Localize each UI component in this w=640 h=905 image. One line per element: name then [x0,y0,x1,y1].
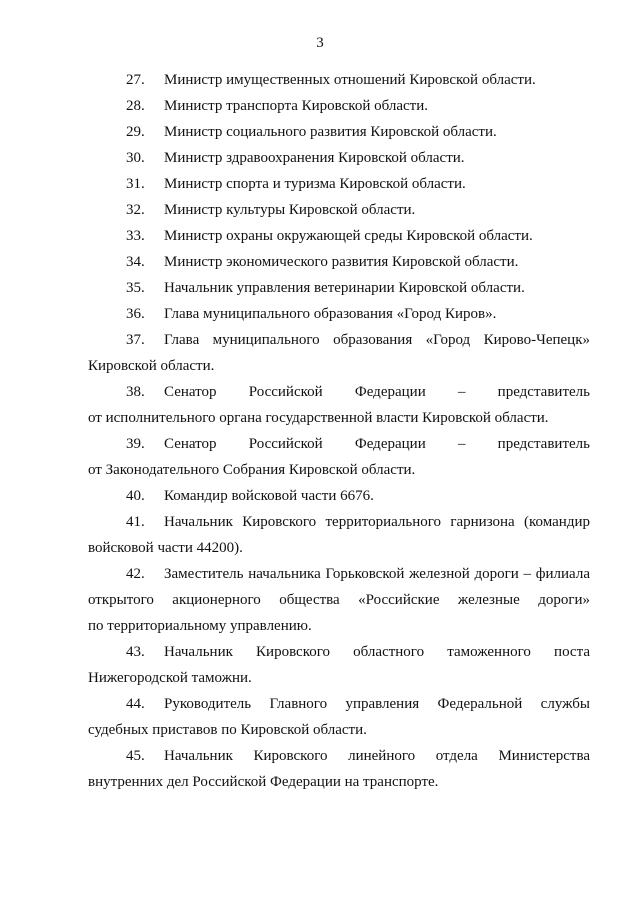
item-text-rest: войсковой части 44200). [88,540,243,556]
item-text-rest: внутренних дел Российской Федерации на транспорте. [88,774,439,790]
item-text: Начальник управления ветеринарии Кировской области. [164,280,525,296]
item-text: Министр охраны окружающей среды Кировской области. [164,228,533,244]
item-number: 37. [126,332,145,348]
item-text: Командир войсковой части 6676. [164,488,374,504]
item-number: 28. [126,98,145,114]
item-text: Министр социального развития Кировской области. [164,124,497,140]
item-text-line1: Сенатор Российской Федерации – представитель [164,436,590,452]
item-text: Министр имущественных отношений Кировской области. [164,72,536,88]
list-item [88,145,590,171]
item-text-line1: Руководитель Главного управления Федеральной службы [164,696,590,712]
item-number: 36. [126,306,145,322]
item-text-rest: Кировской области. [88,358,215,374]
item-text-rest: Нижегородской таможни. [88,670,252,686]
appointee-list [88,67,590,795]
item-text: Министр спорта и туризма Кировской области. [164,176,466,192]
list-item [88,197,590,223]
item-text-rest: судебных приставов по Кировской области. [88,722,367,738]
item-text: Министр культуры Кировской области. [164,202,416,218]
item-text-line1: Начальник Кировского территориального гарнизона (командир [164,514,590,530]
item-number: 43. [126,644,145,660]
item-text-line2: открытого акционерного общества «Российские железные дороги» [88,592,590,608]
item-text: Министр экономического развития Кировской области. [164,254,519,270]
item-number: 41. [126,514,145,530]
list-item [88,93,590,119]
item-text-rest: от исполнительного органа государственной власти Кировской области. [88,410,549,426]
list-item [88,119,590,145]
list-item [88,691,590,743]
item-text-line1: Заместитель начальника Горьковской железной дороги – филиала [164,566,590,582]
item-number: 44. [126,696,145,712]
list-item [88,509,590,561]
item-number: 33. [126,228,145,244]
item-number: 42. [126,566,145,582]
list-item [88,483,590,509]
list-item [88,743,590,795]
item-number: 39. [126,436,145,452]
item-number: 27. [126,72,145,88]
list-item [88,223,590,249]
item-number: 29. [126,124,145,140]
item-text: Глава муниципального образования «Город Киров». [164,306,497,322]
list-item [88,327,590,379]
list-item [88,431,590,483]
list-item [88,67,590,93]
list-item [88,379,590,431]
page-number: 3 [316,35,324,51]
list-item [88,301,590,327]
item-text: Министр здравоохранения Кировской области. [164,150,465,166]
item-number: 31. [126,176,145,192]
item-text-line1: Сенатор Российской Федерации – представитель [164,384,590,400]
list-item [88,561,590,639]
list-item [88,171,590,197]
list-item [88,275,590,301]
list-item [88,249,590,275]
item-number: 38. [126,384,145,400]
item-text: Министр транспорта Кировской области. [164,98,429,114]
item-number: 40. [126,488,145,504]
item-number: 32. [126,202,145,218]
item-text-line1: Начальник Кировского областного таможенного поста [164,644,590,660]
item-text-line1: Начальник Кировского линейного отдела Министерства [164,748,590,764]
item-text-rest: от Законодательного Собрания Кировской области. [88,462,416,478]
item-number: 34. [126,254,145,270]
item-number: 45. [126,748,145,764]
list-item [88,639,590,691]
item-text-rest: по территориальному управлению. [88,618,312,634]
item-number: 30. [126,150,145,166]
item-text-line1: Глава муниципального образования «Город Кирово-Чепецк» [164,332,590,348]
item-number: 35. [126,280,145,296]
